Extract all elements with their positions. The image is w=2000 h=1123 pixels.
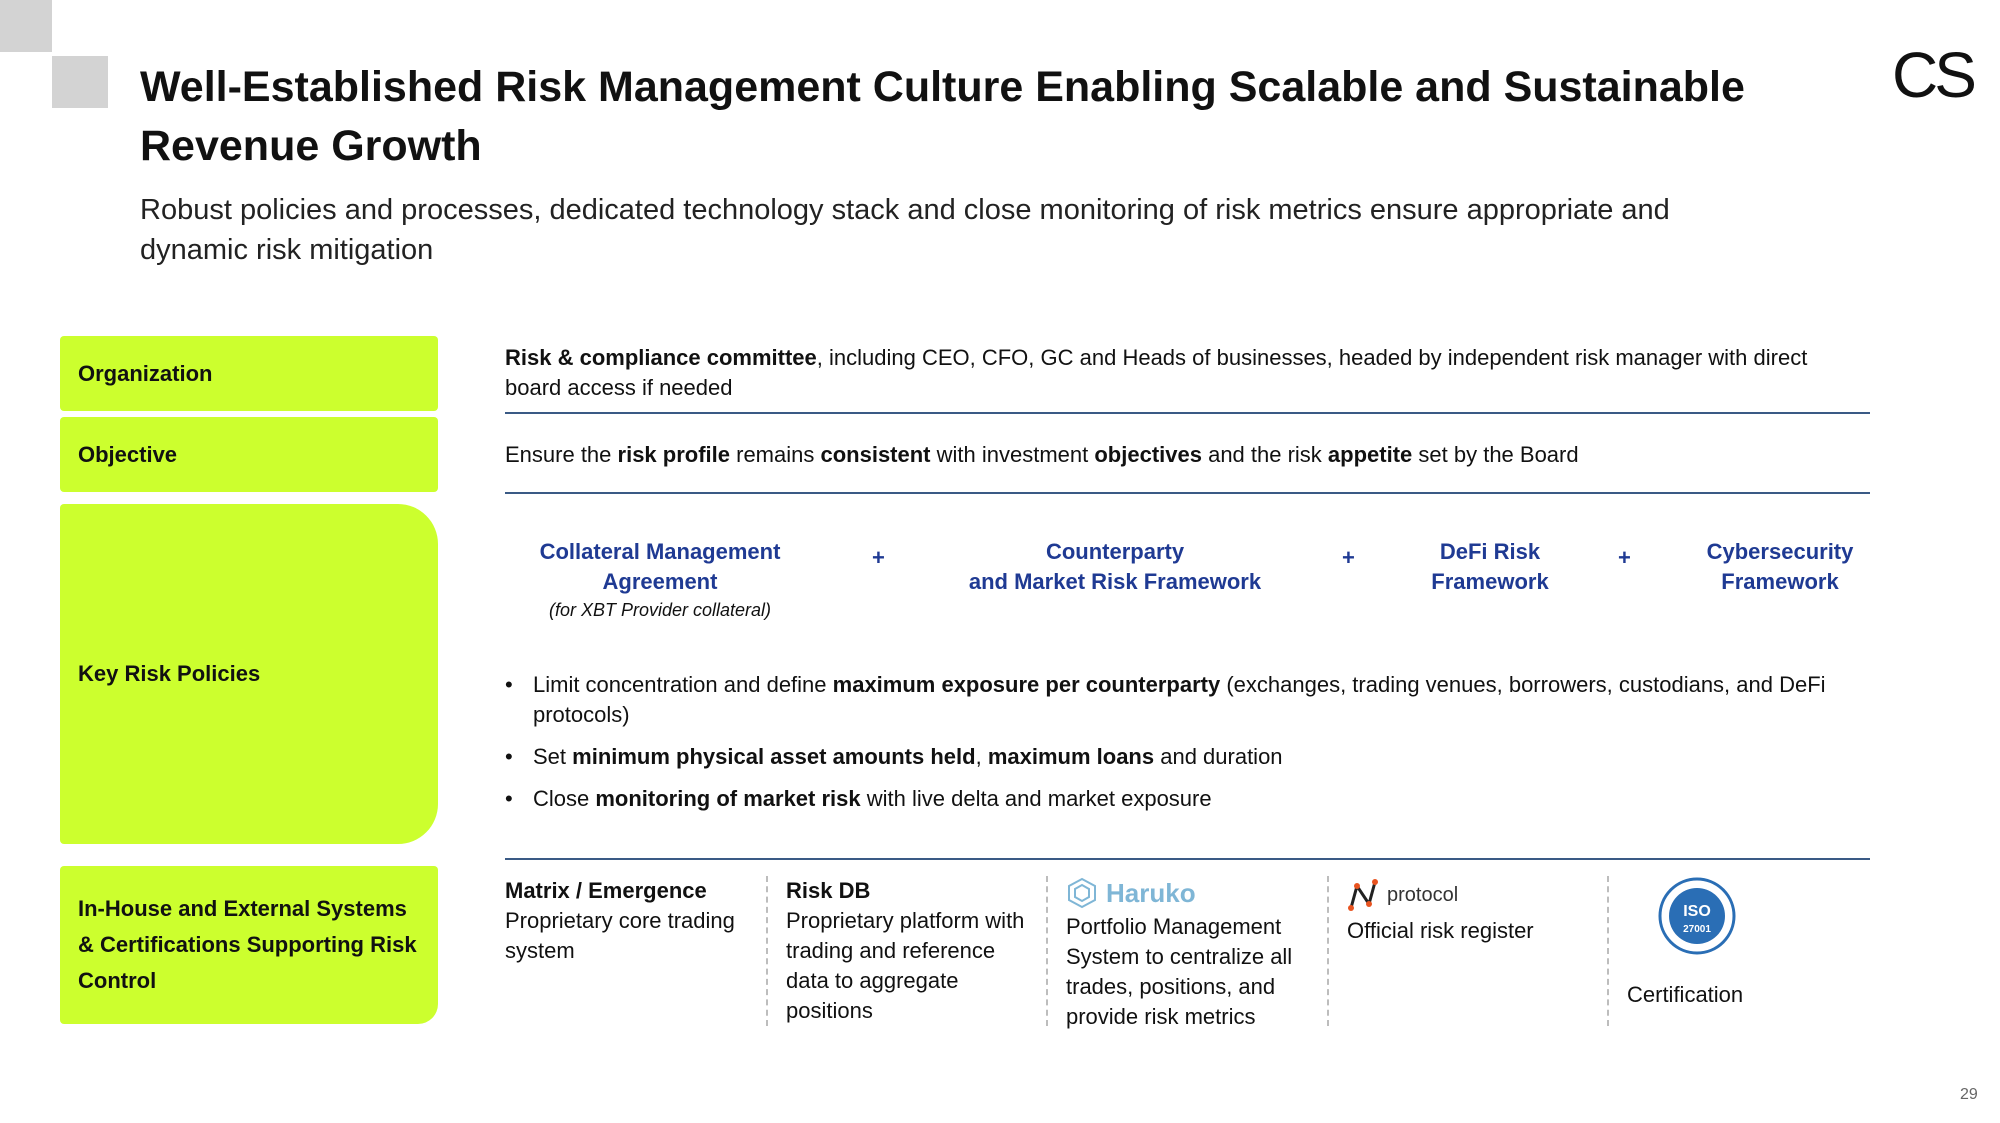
bullet-item	[505, 784, 1875, 814]
iso-badge-text: ISO	[1683, 903, 1711, 920]
protocol-logo	[1347, 876, 1597, 914]
label-systems-text: In-House and External Systems & Certifications Supporting Risk Control	[78, 896, 417, 993]
system-3-desc: Portfolio Management System to centralize all trades, positions, and provide risk metrics	[1066, 914, 1293, 1029]
bullet-1-t1: Limit concentration and define	[533, 672, 833, 697]
bullet-2-t1: Set	[533, 744, 573, 769]
bullet-item	[505, 742, 1875, 772]
system-protocol	[1347, 876, 1597, 946]
protocol-logo-text: protocol	[1387, 884, 1459, 906]
organization-bold: Risk & compliance committee	[505, 345, 817, 370]
company-logo: CS	[1892, 39, 1973, 111]
policy-1-line2: Agreement	[602, 569, 718, 594]
bullet-2-t2: ,	[975, 744, 988, 769]
plus-sign-2: +	[1342, 545, 1355, 570]
column-separator	[1607, 876, 1609, 1026]
system-risk-db	[786, 876, 1036, 1026]
policy-bullets	[505, 670, 1875, 826]
decorative-square-bottom	[52, 56, 108, 108]
organization-description	[505, 343, 1865, 403]
page-subtitle: Robust policies and processes, dedicated technology stack and close monitoring of risk metrics ensure appropriate and dynamic risk mitigation	[140, 194, 1670, 266]
bullet-3-t2: with live delta and market exposure	[860, 786, 1212, 811]
bullet-dot: •	[505, 672, 513, 697]
plus-sign-3: +	[1618, 545, 1631, 570]
page-number: 29	[1960, 1086, 1978, 1103]
label-organization	[60, 336, 438, 411]
divider-3	[505, 858, 1870, 860]
bullet-item	[505, 670, 1875, 730]
policy-2-line1: Counterparty	[1045, 539, 1185, 564]
policy-cybersecurity	[1690, 537, 1870, 597]
column-separator	[1046, 876, 1048, 1026]
iso-badge-icon	[1657, 876, 1737, 956]
bullet-dot: •	[505, 744, 513, 769]
objective-description	[505, 440, 1865, 470]
bullet-2-b2: maximum loans	[987, 744, 1155, 769]
label-key-risk-policies-text: Key Risk Policies	[78, 661, 261, 686]
label-objective-text: Objective	[78, 441, 178, 467]
bullet-1-b1: maximum exposure per counterparty	[832, 672, 1221, 697]
organization-text: , including CEO, CFO, GC and Heads of businesses, headed by independent risk manager with direct board access if needed	[505, 345, 1808, 400]
policy-3-line1: DeFi Risk	[1439, 539, 1541, 564]
policy-collateral-management	[520, 537, 800, 597]
system-5-desc: Certification	[1627, 982, 1744, 1007]
system-1-name: Matrix / Emergence	[505, 878, 707, 903]
policy-4-line2: Framework	[1721, 569, 1839, 594]
policy-defi-risk	[1400, 537, 1580, 597]
label-organization-text: Organization	[78, 360, 213, 386]
system-1-desc: Proprietary core trading system	[505, 908, 735, 963]
label-systems	[60, 866, 438, 1024]
page-title: Well-Established Risk Management Culture Enabling Scalable and Sustainable Revenue Growth	[140, 63, 1745, 170]
haruko-logo	[1066, 876, 1316, 910]
haruko-logo-text: Haruko	[1106, 878, 1196, 908]
system-iso-certification	[1627, 876, 1877, 1010]
objective-b2: consistent	[820, 442, 931, 467]
objective-t3: with investment	[930, 442, 1095, 467]
objective-t1: Ensure the	[505, 442, 618, 467]
divider-2	[505, 492, 1870, 494]
objective-b4: appetite	[1327, 442, 1413, 467]
label-key-risk-policies	[60, 504, 438, 844]
objective-b3: objectives	[1094, 442, 1202, 467]
decorative-square-top	[0, 0, 52, 52]
protocol-n-icon	[1347, 878, 1381, 912]
policy-1-line1: Collateral Management	[539, 539, 781, 564]
column-separator	[1327, 876, 1329, 1026]
system-matrix-emergence	[505, 876, 755, 966]
iso-badge-number: 27001	[1683, 924, 1711, 935]
objective-t5: set by the Board	[1412, 442, 1579, 467]
system-2-name: Risk DB	[786, 878, 871, 903]
policy-2-line2: and Market Risk Framework	[968, 569, 1262, 594]
column-separator	[766, 876, 768, 1026]
system-2-desc: Proprietary platform with trading and reference data to aggregate positions	[786, 908, 1025, 1023]
bullet-3-t1: Close	[533, 786, 596, 811]
divider-1	[505, 412, 1870, 414]
objective-b1: risk profile	[617, 442, 730, 467]
bullet-3-b1: monitoring of market risk	[595, 786, 861, 811]
bullet-2-t3: and duration	[1154, 744, 1283, 769]
haruko-hex-icon	[1066, 877, 1098, 909]
policy-1-note: (for XBT Provider collateral)	[548, 600, 772, 620]
system-haruko	[1066, 876, 1316, 1032]
objective-t4: and the risk	[1201, 442, 1328, 467]
bullet-1-t2: (exchanges, trading venues, borrowers, custodians, and DeFi protocols)	[533, 672, 1826, 727]
objective-t2: remains	[730, 442, 821, 467]
bullet-dot: •	[505, 786, 513, 811]
policy-3-line2: Framework	[1431, 569, 1549, 594]
system-4-desc: Official risk register	[1347, 918, 1534, 943]
plus-sign-1: +	[872, 545, 885, 570]
label-objective	[60, 417, 438, 492]
policy-counterparty-market-risk	[945, 537, 1285, 597]
policy-4-line1: Cybersecurity	[1706, 539, 1854, 564]
bullet-2-b1: minimum physical asset amounts held	[572, 744, 976, 769]
